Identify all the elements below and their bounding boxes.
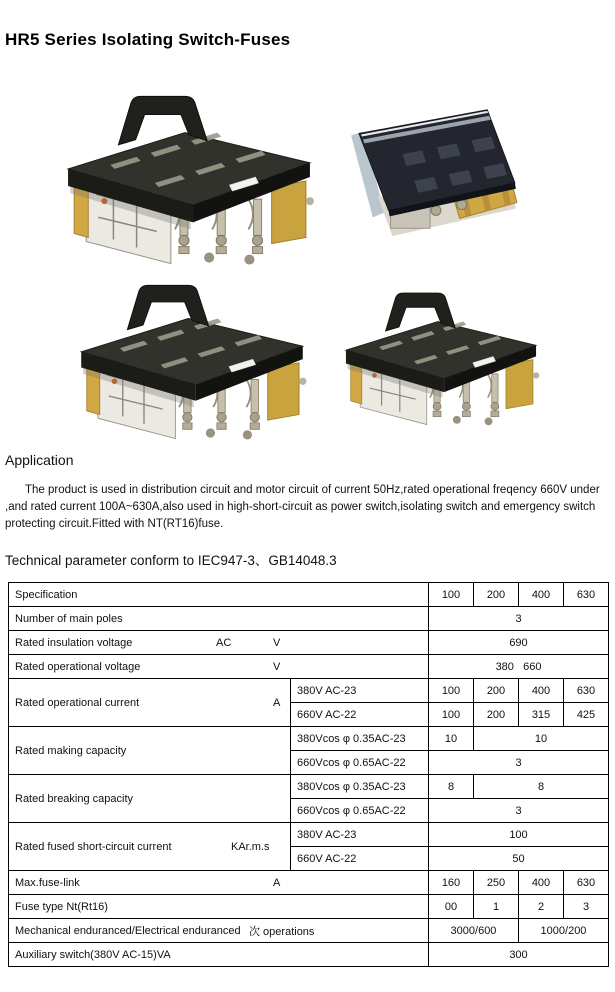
switch-fuse-illustration bbox=[332, 98, 532, 246]
cell-text: 3 bbox=[582, 900, 590, 913]
table-cell bbox=[564, 703, 609, 727]
table-cell bbox=[9, 895, 429, 919]
table-cell bbox=[9, 583, 429, 607]
cell-text: 200 bbox=[486, 588, 506, 601]
table-cell bbox=[9, 631, 429, 655]
right-terminal-plate bbox=[272, 181, 306, 243]
table-cell bbox=[9, 775, 291, 823]
product-photo-1 bbox=[58, 88, 320, 270]
cell-text: 660V AC-22 bbox=[297, 852, 357, 865]
table-cell bbox=[519, 871, 564, 895]
unit-label: V bbox=[273, 636, 281, 649]
cell-text: 3 bbox=[515, 804, 522, 817]
cell-text: 100 bbox=[441, 684, 461, 697]
cell-text: 400 bbox=[531, 876, 551, 889]
fuse-contact bbox=[488, 374, 499, 417]
switch-fuse-illustration bbox=[58, 88, 320, 270]
cell-text: 1 bbox=[492, 900, 500, 913]
table-row bbox=[9, 679, 609, 703]
table-cell bbox=[9, 607, 429, 631]
table-cell bbox=[429, 727, 474, 751]
unit-label: A bbox=[273, 876, 281, 889]
table-row bbox=[9, 775, 609, 799]
cell-text: 200 bbox=[486, 708, 506, 721]
cell-text: Rated breaking capacity bbox=[15, 792, 134, 805]
cell-text: 630 bbox=[576, 684, 596, 697]
cell-text: 380Vcos φ 0.35AC-23 bbox=[297, 780, 406, 793]
unit-label: V bbox=[273, 660, 281, 673]
cell-text: 660Vcos φ 0.65AC-22 bbox=[297, 756, 406, 769]
right-terminal-plate bbox=[268, 363, 299, 420]
table-cell bbox=[429, 823, 609, 847]
table-cell bbox=[9, 679, 291, 727]
cell-text: Rated making capacity bbox=[15, 744, 127, 757]
product-photo-4 bbox=[338, 268, 544, 448]
cell-text: 8 bbox=[537, 780, 545, 793]
table-cell bbox=[9, 871, 429, 895]
cell-text: 660Vcos φ 0.65AC-22 bbox=[297, 804, 406, 817]
table-cell bbox=[291, 775, 429, 799]
cell-text: 380V AC-23 bbox=[297, 684, 357, 697]
cell-text: 8 bbox=[447, 780, 455, 793]
cell-text: 100 bbox=[509, 828, 528, 841]
bottom-bolt bbox=[243, 430, 252, 439]
cell-text: 250 bbox=[486, 876, 506, 889]
cell-text: Rated insulation voltage bbox=[15, 636, 133, 649]
switch-fuse-illustration bbox=[338, 268, 544, 448]
terminal-bolt bbox=[299, 378, 306, 385]
table-cell bbox=[564, 679, 609, 703]
table-cell bbox=[519, 703, 564, 727]
unit-label: 次 operations bbox=[249, 925, 315, 938]
table-row bbox=[9, 727, 609, 751]
product-photo-3 bbox=[72, 276, 312, 446]
bottom-bolt bbox=[453, 416, 461, 424]
table-cell bbox=[9, 943, 429, 967]
table-cell bbox=[291, 727, 429, 751]
unit-label: A bbox=[273, 696, 281, 709]
table-cell bbox=[429, 607, 609, 631]
cell-text: 380Vcos φ 0.35AC-23 bbox=[297, 732, 406, 745]
bottom-bolt bbox=[244, 255, 254, 265]
table-cell bbox=[429, 583, 474, 607]
cell-text: 3000/600 bbox=[450, 924, 497, 937]
table-cell bbox=[291, 751, 429, 775]
cell-text: 630 bbox=[576, 588, 596, 601]
table-cell bbox=[474, 679, 519, 703]
cell-text: 100 bbox=[441, 588, 461, 601]
table-row bbox=[9, 895, 609, 919]
cell-text: Rated fused short-circuit current bbox=[15, 840, 172, 853]
cell-text: 200 bbox=[486, 684, 506, 697]
cell-text: 425 bbox=[576, 708, 596, 721]
page-title: HR5 Series Isolating Switch-Fuses bbox=[5, 30, 291, 49]
table-cell bbox=[9, 919, 429, 943]
cell-text: Max.fuse-link bbox=[15, 876, 80, 889]
cell-text: Rated operational voltage bbox=[15, 660, 141, 673]
cell-text: 100 bbox=[441, 708, 461, 721]
terminal-bolt bbox=[533, 372, 539, 378]
table-cell bbox=[519, 895, 564, 919]
product-photo-2 bbox=[332, 98, 532, 246]
table-cell bbox=[291, 823, 429, 847]
table-row bbox=[9, 583, 609, 607]
spec-table bbox=[8, 582, 609, 967]
cell-text: Auxiliary switch(380V AC-15)VA bbox=[15, 948, 171, 961]
table-cell bbox=[429, 775, 474, 799]
bottom-bolt bbox=[485, 417, 493, 425]
table-row bbox=[9, 823, 609, 847]
table-cell bbox=[429, 655, 609, 679]
table-cell bbox=[474, 727, 609, 751]
bottom-bolt bbox=[206, 428, 215, 437]
cell-text: 630 bbox=[576, 876, 596, 889]
switch-fuse-illustration bbox=[72, 276, 312, 446]
unit-label: AC bbox=[216, 636, 232, 649]
contact-bolt bbox=[431, 206, 441, 216]
cell-text: 660V AC-22 bbox=[297, 708, 357, 721]
cell-text: 3 bbox=[515, 612, 522, 625]
table-row bbox=[9, 631, 609, 655]
table-cell bbox=[429, 919, 519, 943]
cell-text: Number of main poles bbox=[15, 612, 123, 625]
table-cell bbox=[564, 895, 609, 919]
cell-text: 1000/200 bbox=[540, 924, 587, 937]
cell-text: Fuse type Nt(Rt16) bbox=[15, 900, 108, 913]
cell-text: 380 660 bbox=[495, 660, 542, 673]
table-cell bbox=[9, 823, 291, 871]
terminal-bolt bbox=[306, 197, 314, 205]
table-row bbox=[9, 919, 609, 943]
table-row bbox=[9, 655, 609, 679]
table-cell bbox=[519, 583, 564, 607]
cell-text: 3 bbox=[515, 756, 522, 769]
table-cell bbox=[474, 775, 609, 799]
table-cell bbox=[429, 943, 609, 967]
table-row bbox=[9, 607, 609, 631]
table-row bbox=[9, 943, 609, 967]
right-terminal-plate bbox=[506, 360, 533, 409]
table-cell bbox=[9, 727, 291, 775]
cell-text: 380V AC-23 bbox=[297, 828, 357, 841]
table-cell bbox=[474, 703, 519, 727]
table-cell bbox=[474, 895, 519, 919]
table-cell bbox=[291, 679, 429, 703]
table-cell bbox=[474, 583, 519, 607]
fuse-contact bbox=[246, 379, 259, 429]
table-cell bbox=[429, 871, 474, 895]
application-text: The product is used in distribution circuit and motor circuit of current 50Hz,rated operational freqency 660V under ,and rated current 100A~630A,also used in high-short-circuit as power switch,isolating switch and emergency switch protecting circuit.Fitted with NT(RT16)fuse. bbox=[5, 484, 600, 530]
table-cell bbox=[474, 871, 519, 895]
cell-text: 10 bbox=[444, 732, 458, 745]
table-cell bbox=[429, 703, 474, 727]
table-cell bbox=[519, 679, 564, 703]
cell-text: 690 bbox=[509, 636, 528, 649]
bottom-bolt bbox=[204, 253, 214, 263]
table-cell bbox=[429, 895, 474, 919]
table-cell bbox=[564, 871, 609, 895]
table-cell bbox=[564, 583, 609, 607]
fuse-contact bbox=[248, 199, 262, 253]
table-cell bbox=[519, 919, 609, 943]
technical-heading: Technical parameter conform to IEC947-3、GB14048.3 bbox=[5, 553, 337, 568]
unit-label: KAr.m.s bbox=[231, 840, 270, 853]
cell-text: 315 bbox=[531, 708, 551, 721]
cell-text: 400 bbox=[531, 684, 551, 697]
table-cell bbox=[429, 679, 474, 703]
cell-text: 160 bbox=[441, 876, 461, 889]
table-cell bbox=[429, 631, 609, 655]
application-heading: Application bbox=[5, 452, 74, 468]
table-cell bbox=[429, 847, 609, 871]
table-cell bbox=[291, 799, 429, 823]
cell-text: 2 bbox=[537, 900, 545, 913]
table-row bbox=[9, 871, 609, 895]
cell-text: 10 bbox=[534, 732, 548, 745]
table-cell bbox=[291, 703, 429, 727]
cell-text: 300 bbox=[509, 948, 528, 961]
table-cell bbox=[9, 655, 429, 679]
cell-text: Rated operational current bbox=[15, 696, 140, 709]
table-cell bbox=[291, 847, 429, 871]
table-cell bbox=[429, 799, 609, 823]
table-cell bbox=[429, 751, 609, 775]
cell-text: Specification bbox=[15, 588, 78, 601]
cell-text: 400 bbox=[531, 588, 551, 601]
cell-text: 00 bbox=[444, 900, 458, 913]
cell-text: 50 bbox=[512, 852, 525, 865]
cell-text: Mechanical enduranced/Electrical enduranced bbox=[15, 924, 241, 937]
